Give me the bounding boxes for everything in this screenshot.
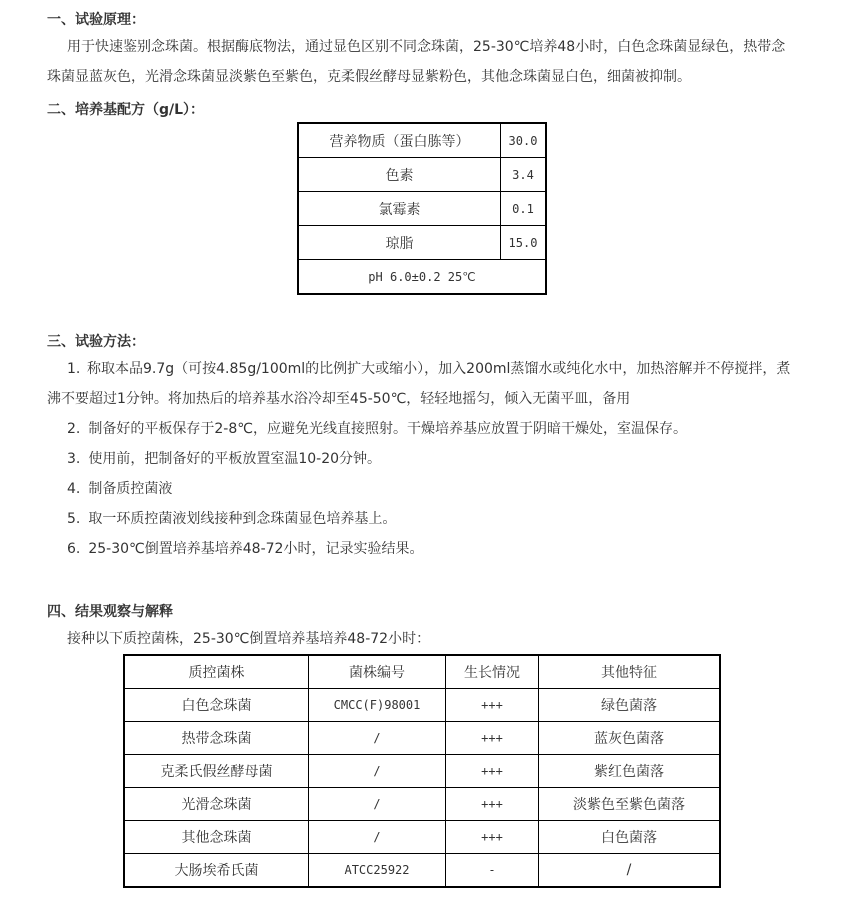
table-row (298, 192, 546, 226)
table-row (298, 158, 546, 192)
table-row (124, 788, 720, 821)
table-row (298, 123, 546, 158)
table-row (124, 821, 720, 854)
table-cell: 光滑念珠菌 (124, 788, 309, 821)
step-text: 25-30℃倒置培养基培养48-72小时，记录实验结果。 (88, 541, 424, 557)
table-cell: 淡紫色至紫色菌落 (539, 788, 721, 821)
ingredient-name: 琼脂 (298, 226, 501, 260)
step-number: 4. (67, 481, 81, 497)
table-row (124, 755, 720, 788)
ingredient-value: 15.0 (501, 226, 547, 260)
step-4 (67, 474, 172, 504)
table-cell: CMCC(F)98001 (309, 689, 446, 722)
results-intro: 接种以下质控菌株，25-30℃倒置培养基培养48-72小时： (67, 631, 431, 647)
step-text: 称取本品9.7g（可按4.85g/100ml的比例扩大或缩小），加入200ml蒸馏水或纯化水中，加热溶解并不停搅拌，煮沸不要超过1分钟。将加热后的培养基水浴冷却至45-50℃，轻轻地摇匀，倾入无菌平皿，备用 (47, 361, 791, 407)
column-header: 其他特征 (539, 655, 721, 689)
column-header: 菌株编号 (309, 655, 446, 689)
table-cell: / (309, 788, 446, 821)
step-1-text (47, 354, 792, 414)
step-number: 1. (67, 361, 81, 377)
step-text: 取一环质控菌液划线接种到念珠菌显色培养基上。 (88, 511, 397, 527)
formula-table (297, 122, 547, 295)
table-cell: - (446, 854, 539, 888)
column-header: 质控菌株 (124, 655, 309, 689)
table-row (298, 226, 546, 260)
table-cell: / (309, 755, 446, 788)
step-5 (67, 504, 396, 534)
ingredient-name: 色素 (298, 158, 501, 192)
table-cell: / (309, 821, 446, 854)
step-2 (67, 414, 687, 444)
table-row (124, 722, 720, 755)
table-cell: 蓝灰色菌落 (539, 722, 721, 755)
table-row (124, 854, 720, 888)
ph-value: pH 6.0±0.2 25℃ (298, 260, 546, 295)
step-number: 3. (67, 451, 81, 467)
ingredient-value: 0.1 (501, 192, 547, 226)
ingredient-value: 30.0 (501, 123, 547, 158)
table-cell: ATCC25922 (309, 854, 446, 888)
table-cell: / (309, 722, 446, 755)
step-number: 5. (67, 511, 81, 527)
section-title-principle: 一、试验原理： (47, 12, 145, 28)
section-title-method: 三、试验方法： (47, 334, 145, 350)
step-6 (67, 534, 423, 564)
section-title-results: 四、结果观察与解释 (47, 604, 173, 620)
table-cell: 其他念珠菌 (124, 821, 309, 854)
step-number: 6. (67, 541, 81, 557)
ingredient-name: 营养物质（蛋白胨等） (298, 123, 501, 158)
ingredient-name: 氯霉素 (298, 192, 501, 226)
column-header: 生长情况 (446, 655, 539, 689)
table-row (124, 689, 720, 722)
table-cell: / (539, 854, 721, 888)
table-cell: +++ (446, 788, 539, 821)
table-row (298, 260, 546, 295)
step-number: 2. (67, 421, 81, 437)
table-cell: +++ (446, 722, 539, 755)
table-cell: +++ (446, 821, 539, 854)
principle-text: 用于快速鉴别念珠菌。根据酶底物法，通过显色区别不同念珠菌，25-30℃培养48小时，白色念珠菌显绿色，热带念珠菌显蓝灰色，光滑念珠菌显淡紫色至紫色，克柔假丝酵母显紫粉色，其他念珠菌显白色，细菌被抑制。 (47, 39, 786, 85)
table-cell: 热带念珠菌 (124, 722, 309, 755)
table-cell: 白色菌落 (539, 821, 721, 854)
table-cell: +++ (446, 689, 539, 722)
table-header-row (124, 655, 720, 689)
ingredient-value: 3.4 (501, 158, 547, 192)
section-title-formula: 二、培养基配方（g/L）： (47, 102, 205, 118)
table-cell: +++ (446, 755, 539, 788)
step-text: 制备好的平板保存于2-8℃，应避免光线直接照射。干燥培养基应放置于阴暗干燥处，室温保存。 (88, 421, 687, 437)
step-text: 使用前，把制备好的平板放置室温10-20分钟。 (88, 451, 382, 467)
table-cell: 绿色菌落 (539, 689, 721, 722)
table-cell: 大肠埃希氏菌 (124, 854, 309, 888)
table-cell: 白色念珠菌 (124, 689, 309, 722)
step-3 (67, 444, 381, 474)
table-cell: 克柔氏假丝酵母菌 (124, 755, 309, 788)
step-text: 制备质控菌液 (88, 481, 173, 497)
results-table (123, 654, 721, 888)
table-cell: 紫红色菌落 (539, 755, 721, 788)
